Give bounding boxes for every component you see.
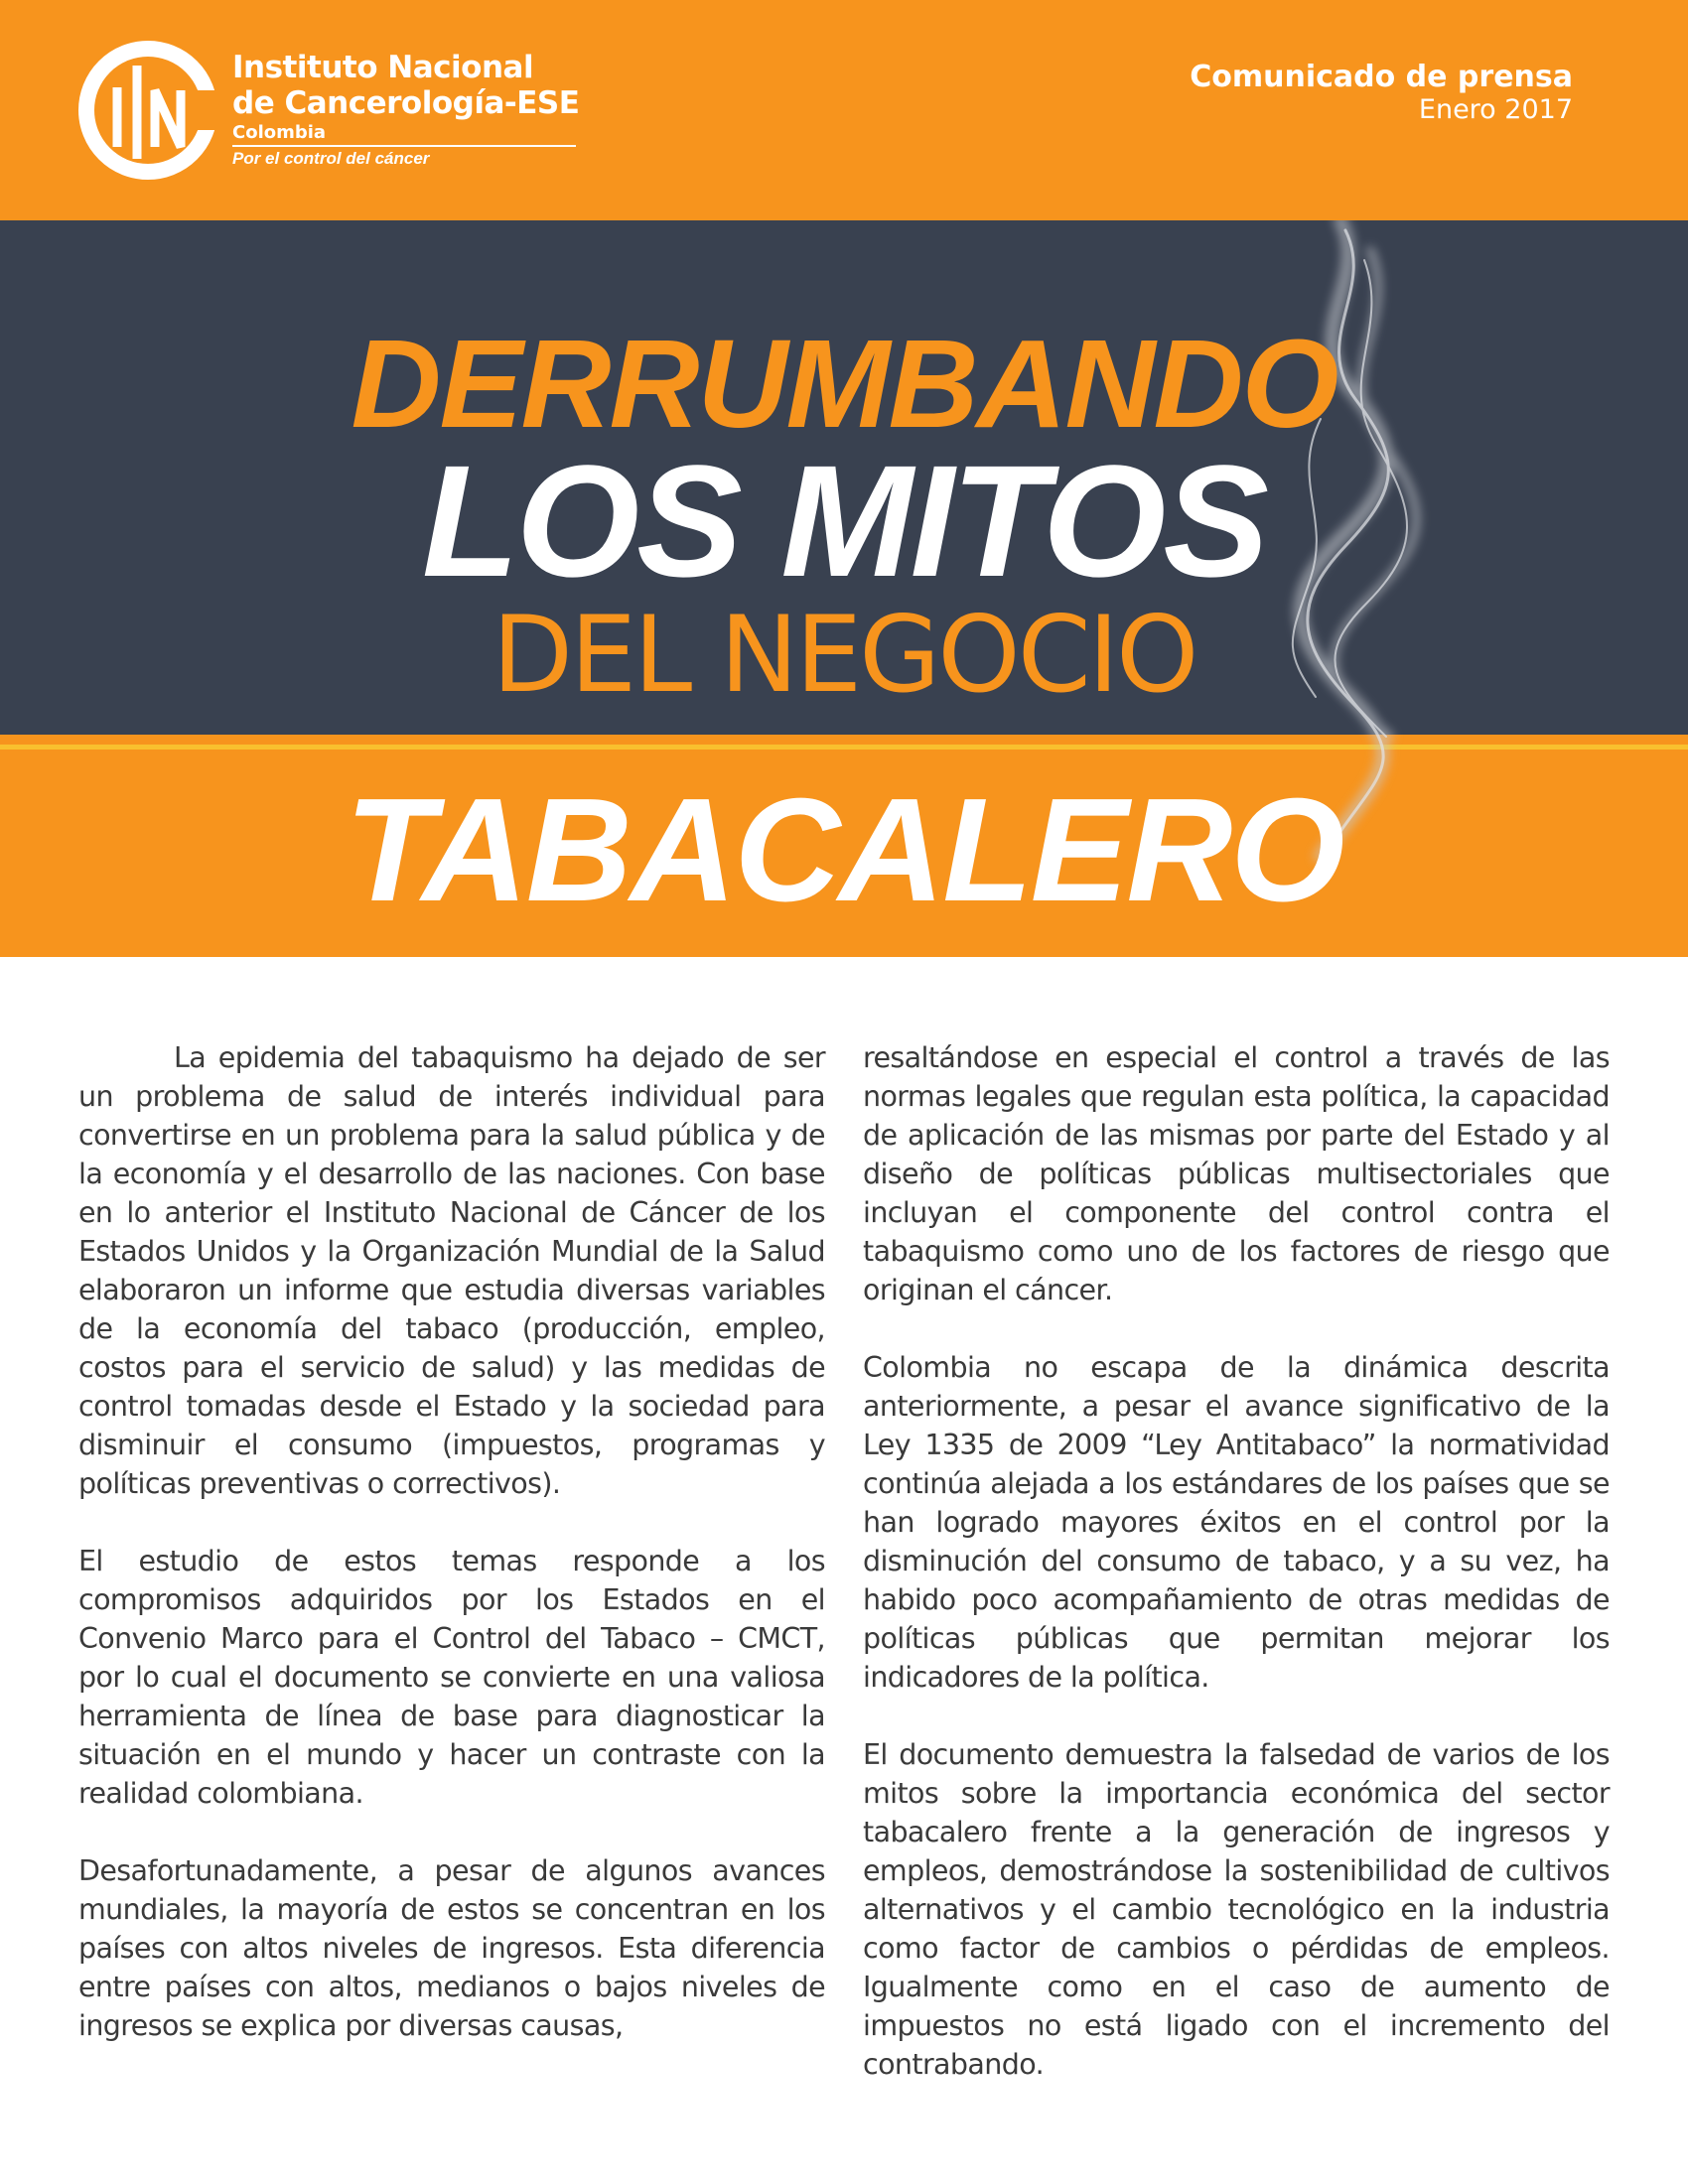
institute-name-line2: de Cancerología-ESE xyxy=(232,85,580,121)
headline-line-3: DEL NEGOCIO xyxy=(492,594,1196,716)
institute-name-line1: Instituto Nacional xyxy=(232,50,534,85)
headline-banner xyxy=(0,220,1688,957)
paragraph: El estudio de estos temas responde a los compromisos adquiridos por los Estados en el Convenio Marco para el Control del Tabaco – CMCT, por lo cual el documento se convierte en una valiosa herramienta de línea de base para diagnosticar la situación en el mundo y hacer un contraste con la realidad colombiana. xyxy=(78,1545,825,1810)
paragraph: La epidemia del tabaquismo ha dejado de ser un problema de salud de interés individual para convertirse en un problema para la salud pública y de la economía y el desarrollo de las naciones. Con base en lo anterior el Instituto Nacional de Cáncer de los Estados Unidos y la Organización Mundial de la Salud elaboraron un informe que estudia diversas variables de la economía del tabaco (producción, empleo, costos para el servicio de salud) y las medidas de control tomadas desde el Estado y la sociedad para disminuir el consumo (impuestos, programas y políticas preventivas o correctivos). xyxy=(78,1041,825,1500)
institute-country: Colombia xyxy=(232,122,327,143)
press-title: Comunicado de prensa xyxy=(1190,60,1573,94)
paragraph: resaltándose en especial el control a través de las normas legales que regulan esta política, la capacidad de aplicación de las mismas por parte del Estado y al diseño de políticas públicas multisectoriales que incluyan el componente del control contra el tabaquismo como uno de los factores de riesgo que originan el cáncer. xyxy=(863,1041,1610,1306)
headline-line-1: DERRUMBANDO xyxy=(351,314,1337,454)
body-column-left xyxy=(78,1038,825,2084)
paragraph: El documento demuestra la falsedad de varios de los mitos sobre la importancia económica del sector tabacalero frente a la generación de ingresos y empleos, demostrándose la sostenibilidad de cultivos alternativos y el cambio tecnológico en la industria como factor de cambios o pérdidas de empleos. Igualmente como en el caso de aumento de impuestos no está ligado con el incremento del contrabando. xyxy=(863,1738,1610,2081)
press-release-label xyxy=(1190,60,1573,125)
headline-line-2: LOS MITOS xyxy=(421,432,1267,610)
page-header xyxy=(0,0,1688,220)
press-date: Enero 2017 xyxy=(1418,94,1573,125)
body-column-right xyxy=(863,1038,1610,2122)
institute-logo xyxy=(73,36,222,185)
paragraph: Colombia no escapa de la dinámica descrita anteriormente, a pesar el avance significativo de la Ley 1335 de 2009 “Ley Antitabaco” la normatividad continúa alejada a los estándares de los países que se han logrado mayores éxitos en el control por la disminución del consumo de tabaco, y a su vez, ha habido poco acompañamiento de otras medidas de políticas públicas que permitan mejorar los indicadores de la política. xyxy=(863,1351,1610,1694)
institute-motto: Por el control del cáncer xyxy=(232,149,430,168)
paragraph: Desafortunadamente, a pesar de algunos avances mundiales, la mayoría de estos se concentran en los países con altos niveles de ingresos. Esta diferencia entre países con altos, medianos o bajos niveles de ingresos se explica por diversas causas, xyxy=(78,1854,825,2042)
institute-name-block xyxy=(232,50,590,171)
headline-line-4: TABACALERO xyxy=(345,768,1343,932)
